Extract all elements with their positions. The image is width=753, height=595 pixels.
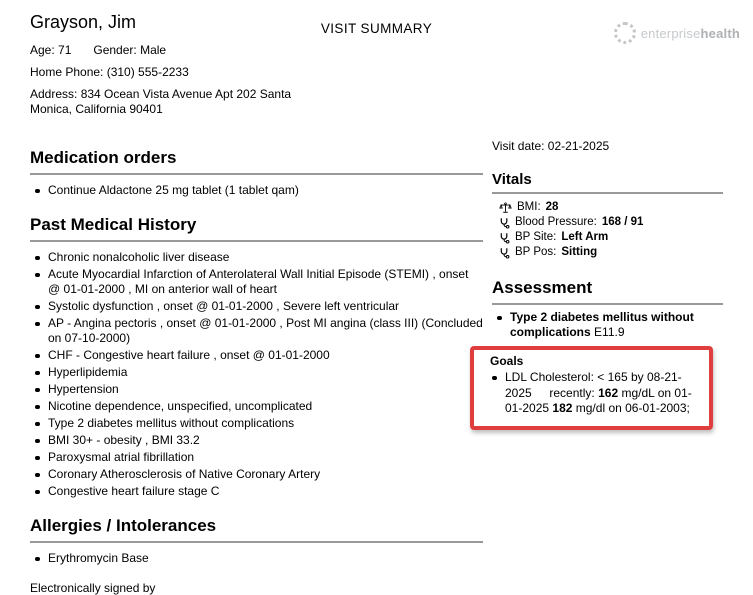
right-column [492,139,723,430]
medication-orders-list [30,183,483,198]
diagnosis-code: E11.9 [594,325,625,339]
section-heading-medication-orders: Medication orders [30,148,483,175]
assessment-list [492,310,723,340]
section-heading-past-medical-history: Past Medical History [30,215,483,242]
vitals-row-bp-site [499,230,723,245]
list-item: BMI 30+ - obesity , BMI 33.2 [30,433,483,448]
stethoscope-icon [499,247,510,259]
stethoscope-icon [499,217,510,229]
patient-age: Age: 71 [30,43,72,57]
list-item: Hypertension [30,382,483,397]
list-item: Erythromycin Base [30,551,483,566]
vitals-value: 28 [545,201,559,213]
goal-value-2: 182 [552,401,573,415]
logo-text-bold: health [700,25,740,41]
vitals-row-bmi [499,200,723,215]
diagnosis-text: Type 2 diabetes mellitus without complications [510,310,694,339]
patient-home-phone: Home Phone: (310) 555-2233 [30,65,189,79]
allergies-list [30,551,483,566]
goal-tail-1: mg/dL on 01-01-2025 [505,385,692,415]
patient-gender: Gender: Male [93,43,167,57]
stethoscope-icon [499,232,510,244]
section-heading-assessment: Assessment [492,278,723,305]
list-item: AP - Angina pectoris , onset @ 01-01-2000 , Post MI angina (class III) (Concluded on 07-10-2000) [30,316,483,346]
patient-address: Address: 834 Ocean Vista Avenue Apt 202 Santa Monica, California 90401 [30,87,292,116]
enterprise-health-logo [614,22,740,44]
list-item: Systolic dysfunction , onset @ 01-01-2000 , Severe left ventricular [30,299,483,314]
logo-ring-icon [614,22,636,44]
vitals-label: BP Site: [515,231,557,243]
section-heading-vitals: Vitals [492,171,723,194]
vitals-value: 168 / 91 [601,216,644,228]
vitals-list [492,200,723,260]
list-item: Hyperlipidemia [30,365,483,380]
list-item: Paroxysmal atrial fibrillation [30,450,483,465]
goals-item [490,370,703,417]
visit-date: Visit date: 02-21-2025 [492,139,610,153]
vitals-row-bp-pos [499,245,723,260]
patient-name: Grayson, Jim [30,12,137,32]
vitals-value: Left Arm [561,231,609,243]
goal-recent-label: recently: [549,385,595,400]
list-item: Nicotine dependence, unspecified, uncomplicated [30,399,483,414]
signature-note: Electronically signed by [30,581,156,595]
scale-icon [499,202,512,214]
vitals-label: Blood Pressure: [515,216,597,228]
goal-tail-2: mg/dl on 06-01-2003; [575,401,690,415]
vitals-row-blood-pressure [499,215,723,230]
goals-highlight-box [470,346,713,430]
list-item: Type 2 diabetes mellitus without complications [30,416,483,431]
goals-label: Goals [490,354,524,368]
goals-list [490,370,703,417]
vitals-label: BMI: [517,201,541,213]
assessment-item [492,310,723,340]
vitals-value: Sitting [561,246,598,258]
list-item: Congestive heart failure stage C [30,484,483,499]
section-heading-allergies: Allergies / Intolerances [30,516,483,543]
goal-value-1: 162 [598,385,619,400]
list-item: Acute Myocardial Infarction of Anterolateral Wall Initial Episode (STEMI) , onset @ 01-01-2000 , MI on anterior wall of heart [30,267,483,297]
page-title: VISIT SUMMARY [320,21,433,36]
list-item: Coronary Atherosclerosis of Native Coronary Artery [30,467,483,482]
past-medical-history-list [30,250,483,499]
left-column [30,148,483,595]
vitals-label: BP Pos: [515,246,557,258]
patient-age-gender [30,43,320,58]
logo-wordmark [641,26,740,41]
list-item: CHF - Congestive heart failure , onset @ 01-01-2000 [30,348,483,363]
list-item: Chronic nonalcoholic liver disease [30,250,483,265]
goal-target-text: LDL Cholesterol: < 165 by 08-21-2025 [505,370,682,400]
logo-text-light: enterprise [640,25,701,41]
list-item: Continue Aldactone 25 mg tablet (1 tablet qam) [30,183,483,198]
